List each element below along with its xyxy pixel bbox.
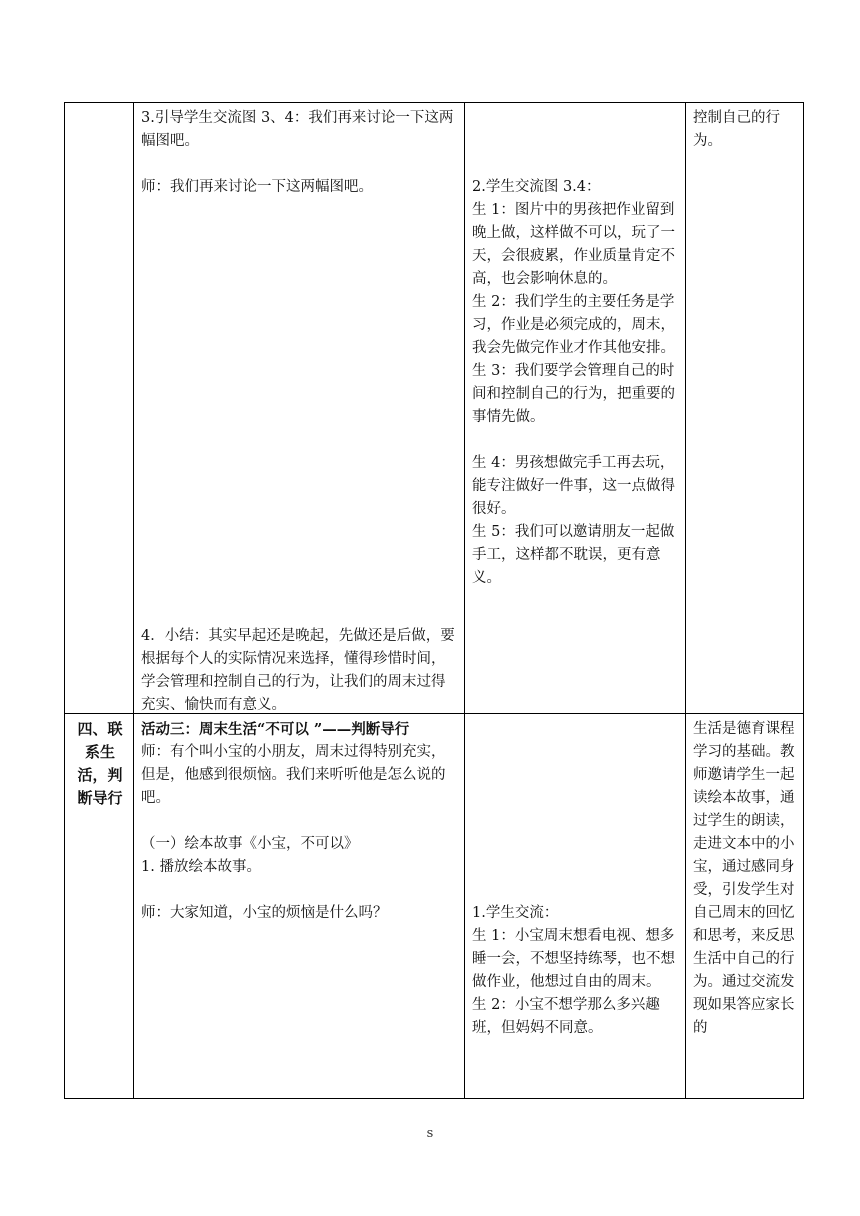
- table-row: [65, 103, 804, 714]
- teacher-speech-text: 师：有个叫小宝的小朋友，周末过得特别充实，但是，他感到很烦恼。我们来听听他是怎么说的吧。: [141, 744, 446, 806]
- stage-cell: [65, 714, 134, 1099]
- design-intent-cell: [686, 714, 804, 1099]
- summary-text: 4．小结：其实早起还是晚起，先做还是后做，要根据每个人的实际情况来选择，懂得珍惜时间，学会管理和控制自己的行为，让我们的周末过得充实、愉快而有意义。: [141, 628, 455, 713]
- table-row: [65, 714, 804, 1099]
- student-answer-1: 生 1：小宝周末想看电视、想多睡一会，不想坚持练琴，也不想做作业，他想过自由的周末。: [472, 928, 675, 990]
- student-answer-2: 生 2：我们学生的主要任务是学 习，作业是必须完成的，周末，我会先做完作业才作其他安排。: [472, 294, 675, 356]
- activity-title: 活动三：周末生活“不可以 ”——判断导行: [141, 721, 410, 738]
- page-footer-mark: s: [426, 1126, 434, 1141]
- stage-cell: [65, 103, 134, 714]
- student-activity-cell: [465, 714, 686, 1099]
- stage-title: 四、联系生活，判断导行: [77, 720, 123, 807]
- teacher-activity-cell: [134, 103, 465, 714]
- student-answer-4: 生 4：男孩想做完手工再去玩，能专注做好一件事，这一点做得很好。: [472, 455, 675, 517]
- design-intent-text: 生活是德育课程学习的基础。教师邀请学生一起读绘本故事，通过学生的朗读，走进文本中的小宝，通过感同身受，引发学生对自己周末的回忆和思考，来反思生活中自己的行为。通过交流发现如果答应家长的: [693, 721, 795, 1036]
- student-answer-1: 生 1：图片中的男孩把作业留到晚上做，这样做不可以，玩了一天，会很疲累，作业质量肯定不高，也会影响休息的。: [472, 202, 675, 287]
- teacher-activity-cell: [134, 714, 465, 1099]
- student-answer-2: 生 2：小宝不想学那么多兴趣班，但妈妈不同意。: [472, 997, 660, 1036]
- design-intent-cell: [686, 103, 804, 714]
- lesson-plan-table: [64, 102, 804, 1099]
- student-exchange-heading: 1.学生交流：: [472, 905, 559, 921]
- design-intent-text: 控制自己的行为。: [693, 110, 780, 149]
- student-activity-cell: [465, 103, 686, 714]
- teacher-guide-text: 3.引导学生交流图 3、4：我们再来讨论一下这两幅图吧。: [141, 110, 454, 149]
- play-story-step: 1. 播放绘本故事。: [141, 859, 261, 875]
- teacher-question-text: 师：大家知道，小宝的烦恼是什么吗？: [141, 905, 388, 921]
- student-answer-5: 生 5：我们可以邀请朋友一起做手工，这样都不耽误，更有意义。: [472, 524, 675, 586]
- picture-book-heading: （一）绘本故事《小宝，不可以》: [141, 836, 359, 852]
- student-exchange-heading: 2.学生交流图 3.4：: [472, 179, 601, 195]
- teacher-speech-text: 师：我们再来讨论一下这两幅图吧。: [141, 179, 373, 195]
- student-answer-3: 生 3：我们要学会管理自己的时间和控制自己的行为，把重要的事情先做。: [472, 363, 675, 425]
